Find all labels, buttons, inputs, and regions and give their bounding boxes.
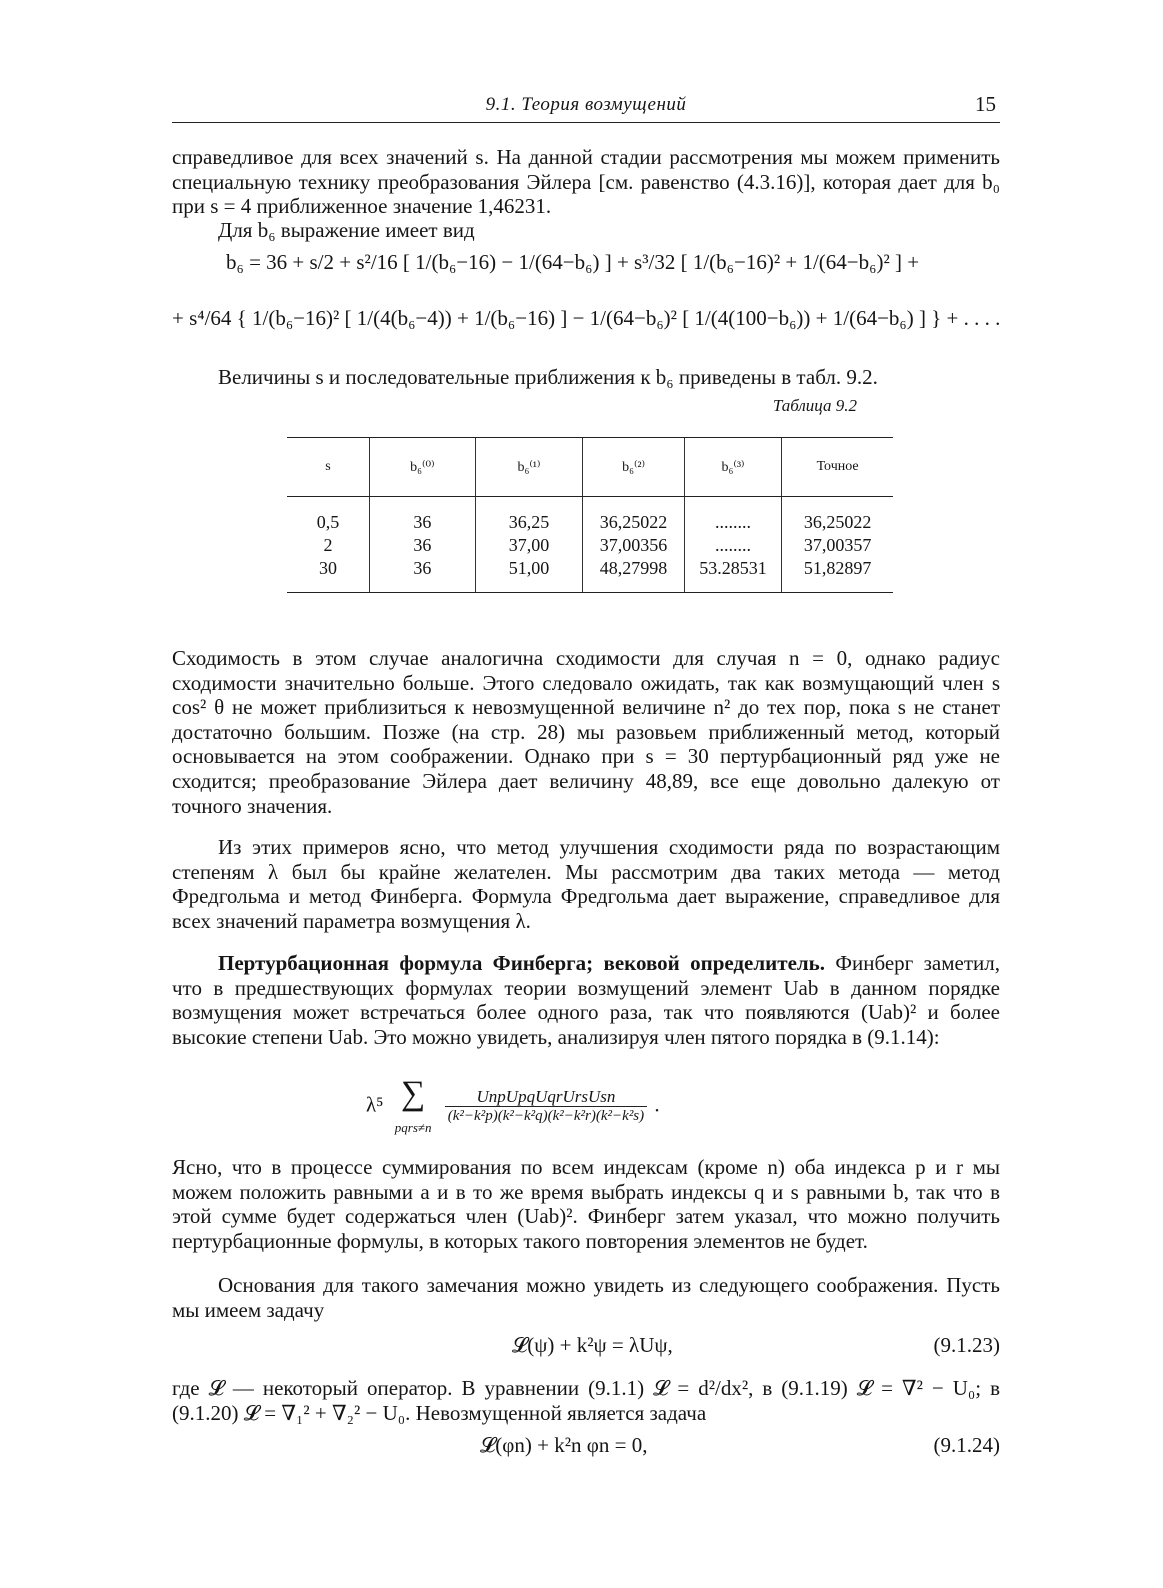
paragraph-convergence: Сходимость в этом случае аналогична сходимости для случая n = 0, однако радиус сходимости значительно больше. Этого следовало ожидать, так как возмущающий член s cos² θ не может приблизиться к невозмущенной величине n² до тех пор, пока s не станет достаточно большим. Позже (на стр. 28) мы разовьем приближенный метод, который основывается на этом соображении. Однако при s = 30 пертурбационный ряд уже не сходится; преобразование Эйлера дает величину 48,89, все еще довольно далекую от точного значения. xyxy=(172,646,1000,818)
table-cell: 2 xyxy=(323,535,333,555)
paragraph-operator: где 𝓛 — некоторый оператор. В уравнении (9.1.1) 𝓛 = d²/dx², в (9.1.19) 𝓛 = ∇² − U₀; в (9.1.20) 𝓛 = ∇₁² + ∇₂² − U₀. Невозмущенной является задача xyxy=(172,1376,1000,1425)
equation-number-9-1-24: (9.1.24) xyxy=(933,1433,1000,1457)
paragraph-methods: Из этих примеров ясно, что метод улучшения сходимости ряда по возрастающим степеням λ был бы крайне желателен. Мы рассмотрим два таких метода — метод Фредгольма и метод Финберга. Формула Фредгольма дает выражение, справедливое для всех значений параметра возмущения λ. xyxy=(172,835,1000,933)
table-spacer xyxy=(287,497,893,512)
equation-b6-line1: b₆ = 36 + s/2 + s²/16 [ 1/(b₆−16) − 1/(64−b₆) ] + s³/32 [ 1/(b₆−16)² + 1/(64−b₆)² ] + xyxy=(226,250,920,274)
paragraph-euler: справедливое для всех значений s. На данной стадии рассмотрения мы можем применить специальную технику преобразования Эйлера [см. равенство (4.3.16)], которая дает для b₀ при s = 4 приближенное значение 1,46231. xyxy=(172,145,1000,219)
sigma-symbol: ∑ xyxy=(401,1075,426,1112)
paragraph-b6-intro: Для b₆ выражение имеет вид xyxy=(218,218,475,242)
header-b6-0: b₆⁽⁰⁾ xyxy=(370,438,476,497)
fraction-numerator: UnpUpqUqrUrsUsn xyxy=(445,1088,647,1107)
page-number: 15 xyxy=(975,92,996,116)
table-cell: 36 xyxy=(370,534,476,557)
table-cell: 51,82897 xyxy=(782,557,893,593)
table-cell: 30 xyxy=(287,557,370,593)
table-cell: ........ xyxy=(684,511,781,534)
equation-9-1-24: 𝓛(φn) + k²n φn = 0, xyxy=(480,1433,648,1457)
table-cell: 37,00357 xyxy=(782,534,893,557)
table-cell: 0,5 xyxy=(316,512,340,532)
header-s: s xyxy=(287,438,370,497)
paragraph-problem: Основания для такого замечания можно увидеть из следующего соображения. Пусть мы имеем задачу xyxy=(172,1273,1000,1322)
table-cell: 36 xyxy=(370,511,476,534)
table-cell: 37,00356 xyxy=(583,534,685,557)
table-header-row xyxy=(287,438,893,497)
table-caption: Таблица 9.2 xyxy=(772,396,857,415)
header-b6-3: b₆⁽³⁾ xyxy=(684,438,781,497)
section-heading: Пертурбационная формула Финберга; вековой определитель. xyxy=(218,951,826,975)
table-cell: 36 xyxy=(370,557,476,593)
fraction xyxy=(445,1088,647,1125)
table-row xyxy=(287,557,893,593)
summation xyxy=(395,1075,432,1138)
header-b6-1: b₆⁽¹⁾ xyxy=(475,438,583,497)
running-title: 9.1. Теория возмущений xyxy=(485,94,687,115)
paragraph-feenberg xyxy=(172,951,1000,1049)
fraction-denominator: (k²−k²p)(k²−k²q)(k²−k²r)(k²−k²s) xyxy=(447,1108,645,1124)
equation-number-9-1-23: (9.1.23) xyxy=(933,1333,1000,1357)
table-cell: 36,25022 xyxy=(583,511,685,534)
table-row xyxy=(287,534,893,557)
table-cell: 36,25022 xyxy=(782,511,893,534)
header-b6-2: b₆⁽²⁾ xyxy=(583,438,685,497)
table-cell: 51,00 xyxy=(475,557,583,593)
equation-lambda5: λ⁵ xyxy=(366,1092,384,1117)
paragraph-table-intro: Величины s и последовательные приближения к b₆ приведены в табл. 9.2. xyxy=(218,365,878,389)
table-row xyxy=(287,511,893,534)
running-header xyxy=(172,92,1000,123)
summation-index: pqrs≠n xyxy=(394,1120,432,1135)
equation-9-1-23: 𝓛(ψ) + k²ψ = λUψ, xyxy=(512,1333,673,1357)
table-cell: 48,27998 xyxy=(583,557,685,593)
paragraph-summation: Ясно, что в процессе суммирования по всем индексам (кроме n) оба индекса p и r мы можем положить равными a и в то же время выбрать индексы q и s равными b, так что в этой сумме будет содержаться член (Uab)². Финберг затем указал, что можно получить пертурбационные формулы, в которых такого повторения элементов не будет. xyxy=(172,1155,1000,1253)
table-cell: 36,25 xyxy=(475,511,583,534)
table-cell: ........ xyxy=(684,534,781,557)
equation-b6-line2: + s⁴/64 { 1/(b₆−16)² [ 1/(4(b₆−4)) + 1/(b₆−16) ] − 1/(64−b₆)² [ 1/(4(100−b₆)) + 1/(64−b₆) ] } + . . . . xyxy=(172,306,1001,330)
equation-fifth-order: λ⁵ ∑ pqrs≠n $\frac{\text{UnpUpqUqrUrsUsn}}{\text{(k²−k²p)(k²−k²q)(k²−k²r)(k²−k²s)}}$ . xyxy=(366,1075,660,1138)
header-exact: Точное xyxy=(782,438,893,497)
paragraph-feenberg-text: Финберг заметил, что в предшествующих формулах теории возмущений элемент Uab в данном порядке возмущения может встречаться более одного раза, так что появляются (Uab)² и более высокие степени Uab. Это можно увидеть, анализируя член пятого порядка в (9.1.14): xyxy=(172,951,1000,1049)
table-cell: 37,00 xyxy=(475,534,583,557)
table-9-2 xyxy=(287,437,893,593)
table-cell: 53.28531 xyxy=(684,557,781,593)
